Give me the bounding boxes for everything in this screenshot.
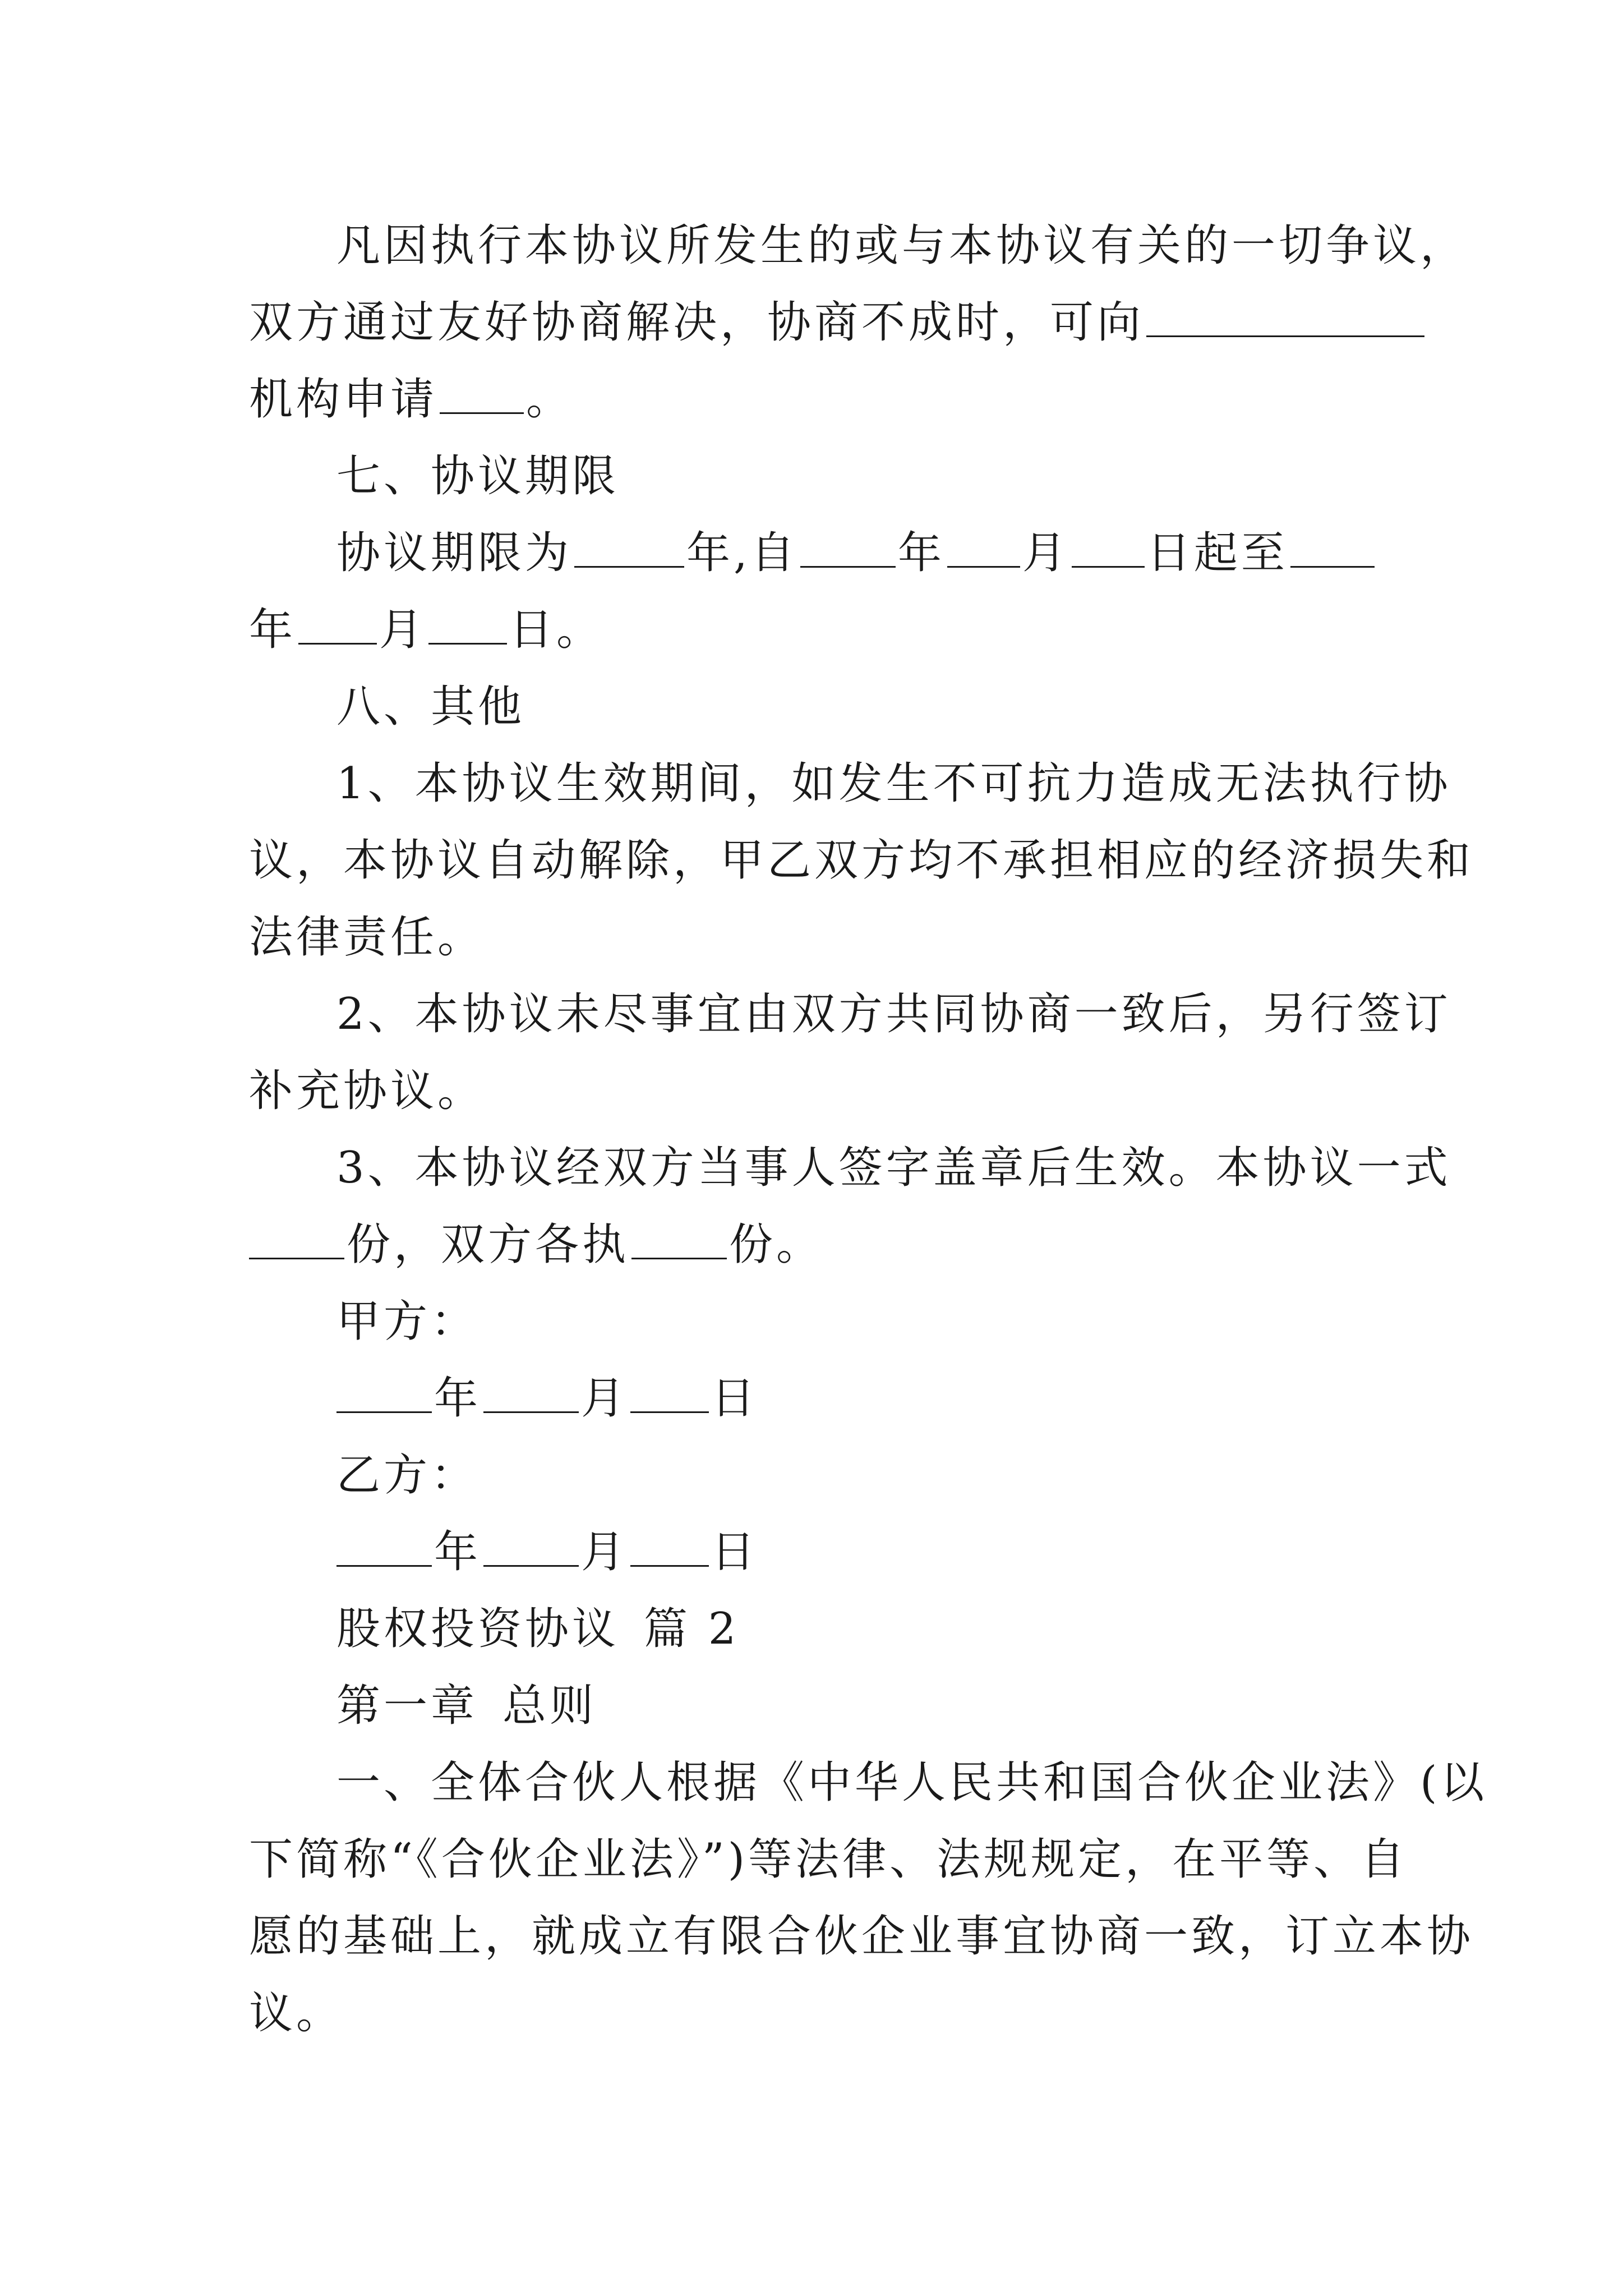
date-month-label: 月	[581, 1527, 629, 1577]
clause-text: 法律责任。	[249, 912, 485, 963]
term-text: 协议期限为	[336, 528, 573, 578]
date-day-label: 日	[711, 1527, 759, 1577]
party-a-label: 甲方：	[336, 1296, 478, 1347]
paragraph-line	[249, 1207, 1382, 1283]
blank-field	[630, 1520, 709, 1567]
paragraph-line	[249, 592, 1382, 669]
chapter-heading	[249, 1668, 1382, 1745]
section-8-heading: 八、其他	[336, 682, 525, 732]
blank-field	[1072, 521, 1145, 568]
date-year-label: 年	[434, 1373, 482, 1424]
date-day-label: 日	[711, 1373, 759, 1424]
paragraph-line	[249, 822, 1474, 899]
paragraph-line	[249, 361, 1382, 438]
blank-field	[1146, 291, 1424, 337]
blank-field	[1290, 521, 1375, 568]
term-text: 月	[379, 605, 427, 655]
signature-date-a	[249, 1360, 1382, 1437]
blank-field	[800, 521, 896, 568]
punctuation: 。	[526, 374, 574, 425]
article-part-label: 篇 2	[644, 1604, 740, 1654]
article-title	[249, 1591, 1382, 1668]
blank-field	[249, 1213, 344, 1259]
paragraph-line	[249, 284, 1382, 361]
section-heading	[249, 438, 1382, 515]
paragraph-line	[249, 1745, 1488, 1821]
date-month-label: 月	[581, 1373, 629, 1424]
blank-field	[631, 1213, 727, 1259]
chapter-name: 总则	[502, 1681, 597, 1731]
paragraph-line	[249, 899, 1382, 976]
paragraph-line	[249, 1130, 1451, 1207]
paragraph-line	[249, 1821, 1408, 1898]
clause-text: 份，双方各执	[347, 1220, 630, 1270]
paragraph-line	[249, 208, 1468, 284]
blank-field	[574, 521, 684, 568]
clause-text: 愿的基础上，就成立有限合伙企业事宜协商一致，订立本协	[249, 1911, 1474, 1962]
term-text: 年	[897, 528, 945, 578]
blank-field	[440, 367, 524, 414]
blank-field	[483, 1366, 579, 1413]
signature-date-b	[249, 1514, 1382, 1591]
clause-text: 2、本协议未尽事宜由双方共同协商一致后，另行签订	[336, 989, 1451, 1039]
party-b-label: 乙方：	[336, 1450, 478, 1501]
blank-field	[336, 1520, 432, 1567]
blank-field	[630, 1366, 709, 1413]
blank-field	[336, 1366, 432, 1413]
signature-party-a	[249, 1283, 1382, 1360]
clause-text: 1、本协议生效期间，如发生不可抗力造成无法执行协	[336, 758, 1451, 809]
paragraph-line	[249, 1975, 1382, 2052]
document-body	[249, 208, 1488, 2052]
section-7-heading: 七、协议期限	[336, 451, 620, 501]
clause-text: 份。	[729, 1220, 824, 1270]
clause-text: 议。	[249, 1988, 344, 2039]
paragraph-line	[249, 1898, 1474, 1975]
blank-field	[483, 1520, 579, 1567]
paragraph-line	[249, 515, 1382, 592]
section-heading	[249, 669, 1382, 746]
signature-party-b	[249, 1437, 1382, 1514]
paragraph-line	[249, 746, 1451, 822]
clause-text: 下简称“《合伙企业法》”)等法律、法规规定，在平等、自	[249, 1834, 1408, 1885]
blank-field	[298, 598, 377, 645]
dispute-clause-text: 机构申请	[249, 374, 438, 425]
blank-field	[428, 598, 507, 645]
paragraph-line	[249, 1053, 1382, 1130]
term-text: 月	[1022, 528, 1069, 578]
clause-text: 一、全体合伙人根据《中华人民共和国合伙企业法》(以	[336, 1757, 1488, 1808]
term-text: 日起至	[1146, 528, 1288, 578]
clause-text: 议，本协议自动解除，甲乙双方均不承担相应的经济损失和	[249, 835, 1474, 886]
dispute-clause-text: 双方通过友好协商解决，协商不成时，可向	[249, 297, 1145, 348]
clause-text: 3、本协议经双方当事人签字盖章后生效。本协议一式	[336, 1143, 1451, 1193]
term-text: 年,自	[686, 528, 798, 578]
chapter-number: 第一章	[336, 1681, 478, 1731]
term-text: 年	[249, 605, 297, 655]
term-text: 日。	[509, 605, 604, 655]
paragraph-line	[249, 976, 1451, 1053]
article-title-text: 股权投资协议	[336, 1604, 620, 1654]
blank-field	[947, 521, 1020, 568]
clause-text: 补充协议。	[249, 1066, 485, 1116]
date-year-label: 年	[434, 1527, 482, 1577]
dispute-clause-text: 凡因执行本协议所发生的或与本协议有关的一切争议，	[336, 220, 1468, 271]
